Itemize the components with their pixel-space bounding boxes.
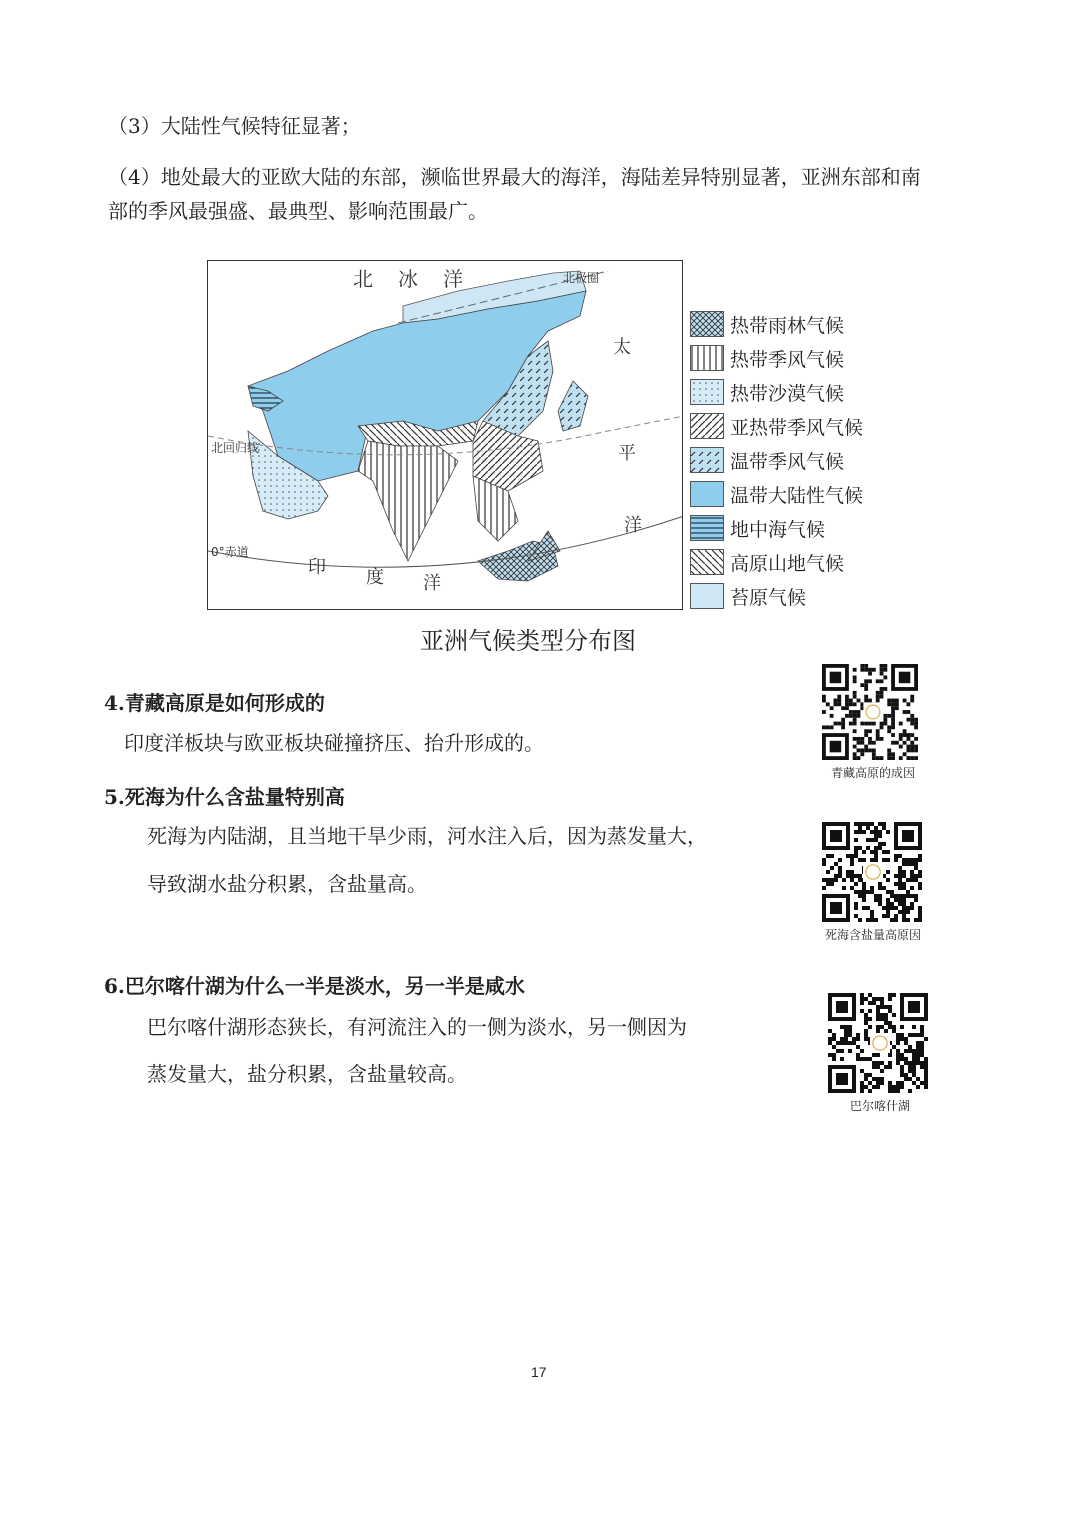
solid-blue-icon bbox=[690, 481, 724, 507]
legend-label: 温带季风气候 bbox=[730, 450, 845, 473]
map-label-pacific-3: 洋 bbox=[624, 515, 642, 536]
vertical-lines-icon bbox=[690, 345, 724, 371]
section-5-line-1: 死海为内陆湖，且当地干旱少雨，河水注入后，因为蒸发量大， bbox=[147, 824, 707, 848]
legend-label: 亚热带季风气候 bbox=[730, 416, 864, 439]
map-label-tropic: 北回归线 bbox=[211, 441, 260, 455]
map-label-equator: 0°赤道 bbox=[211, 545, 249, 559]
paragraph-3: （3）大陆性气候特征显著； bbox=[108, 114, 361, 138]
backslash-lines-icon bbox=[690, 549, 724, 575]
qr-caption: 死海含盐量高原因 bbox=[824, 928, 921, 942]
map-label-indian-1: 印 bbox=[308, 557, 326, 578]
map-illustration bbox=[208, 261, 683, 610]
legend-item-plateau bbox=[690, 548, 844, 576]
legend-item-continental bbox=[690, 480, 863, 508]
map-label-north-ice-3: 洋 bbox=[443, 267, 463, 291]
legend-label: 热带雨林气候 bbox=[730, 314, 845, 337]
paragraph-4-line-1: （4）地处最大的亚欧大陆的东部，濒临世界最大的海洋，海陆差异特别显著，亚洲东部和南 bbox=[108, 165, 921, 189]
qr-caption: 青藏高原的成因 bbox=[830, 766, 915, 780]
legend-item-rainforest bbox=[690, 310, 844, 338]
light-blue-icon bbox=[690, 583, 724, 609]
crosshatch-icon bbox=[690, 311, 724, 337]
map-label-north-ice-1: 北 bbox=[353, 267, 373, 291]
map-caption: 亚洲气候类型分布图 bbox=[420, 627, 636, 655]
dots-icon bbox=[690, 379, 724, 405]
paragraph-4-line-2: 部的季风最强盛、最典型、影响范围最广。 bbox=[108, 199, 488, 223]
legend-item-desert bbox=[690, 378, 844, 406]
qr-code-icon[interactable] bbox=[822, 664, 924, 760]
qr-block-1[interactable] bbox=[822, 664, 924, 781]
legend-label: 热带季风气候 bbox=[730, 348, 845, 371]
section-6-line-2: 蒸发量大，盐分积累，含盐量较高。 bbox=[147, 1062, 467, 1086]
section-6-line-1: 巴尔喀什湖形态狭长，有河流注入的一侧为淡水，另一侧因为 bbox=[147, 1015, 687, 1039]
map-label-arctic-circle: 北极圈 bbox=[563, 271, 600, 285]
legend-label: 地中海气候 bbox=[730, 518, 826, 541]
legend-label: 热带沙漠气候 bbox=[730, 382, 845, 405]
map-label-pacific-2: 平 bbox=[618, 443, 636, 464]
section-6-heading: 6.巴尔喀什湖为什么一半是淡水，另一半是咸水 bbox=[104, 974, 525, 998]
qr-code-icon[interactable] bbox=[828, 993, 932, 1093]
page-number: 17 bbox=[531, 1364, 547, 1380]
qr-block-2[interactable] bbox=[822, 822, 924, 943]
map-label-pacific-1: 太 bbox=[613, 337, 631, 358]
qr-code-icon[interactable] bbox=[822, 822, 924, 922]
map-label-north-ice-2: 冰 bbox=[398, 267, 418, 291]
map-label-indian-3: 洋 bbox=[423, 573, 441, 594]
diagonal-lines-icon bbox=[690, 413, 724, 439]
qr-caption: 巴尔喀什湖 bbox=[849, 1099, 910, 1113]
section-5-heading: 5.死海为什么含盐量特别高 bbox=[104, 785, 345, 809]
legend-item-mediterranean bbox=[690, 514, 825, 542]
legend-label: 高原山地气候 bbox=[730, 552, 845, 575]
horizontal-lines-icon bbox=[690, 515, 724, 541]
legend-item-tundra bbox=[690, 582, 806, 610]
map-label-indian-2: 度 bbox=[366, 567, 384, 588]
legend-label: 温带大陆性气候 bbox=[730, 484, 864, 507]
legend-item-temperate-monsoon bbox=[690, 446, 844, 474]
dashed-diagonal-icon bbox=[690, 447, 724, 473]
section-5-line-2: 导致湖水盐分积累，含盐量高。 bbox=[147, 872, 427, 896]
section-4-line-1: 印度洋板块与欧亚板块碰撞挤压、抬升形成的。 bbox=[124, 731, 544, 755]
qr-block-3[interactable] bbox=[828, 993, 932, 1114]
section-4-heading: 4.青藏高原是如何形成的 bbox=[104, 691, 325, 715]
legend-item-subtropical-monsoon bbox=[690, 412, 863, 440]
asia-climate-map bbox=[207, 260, 683, 610]
legend-label: 苔原气候 bbox=[730, 586, 807, 609]
legend-item-tropical-monsoon bbox=[690, 344, 844, 372]
